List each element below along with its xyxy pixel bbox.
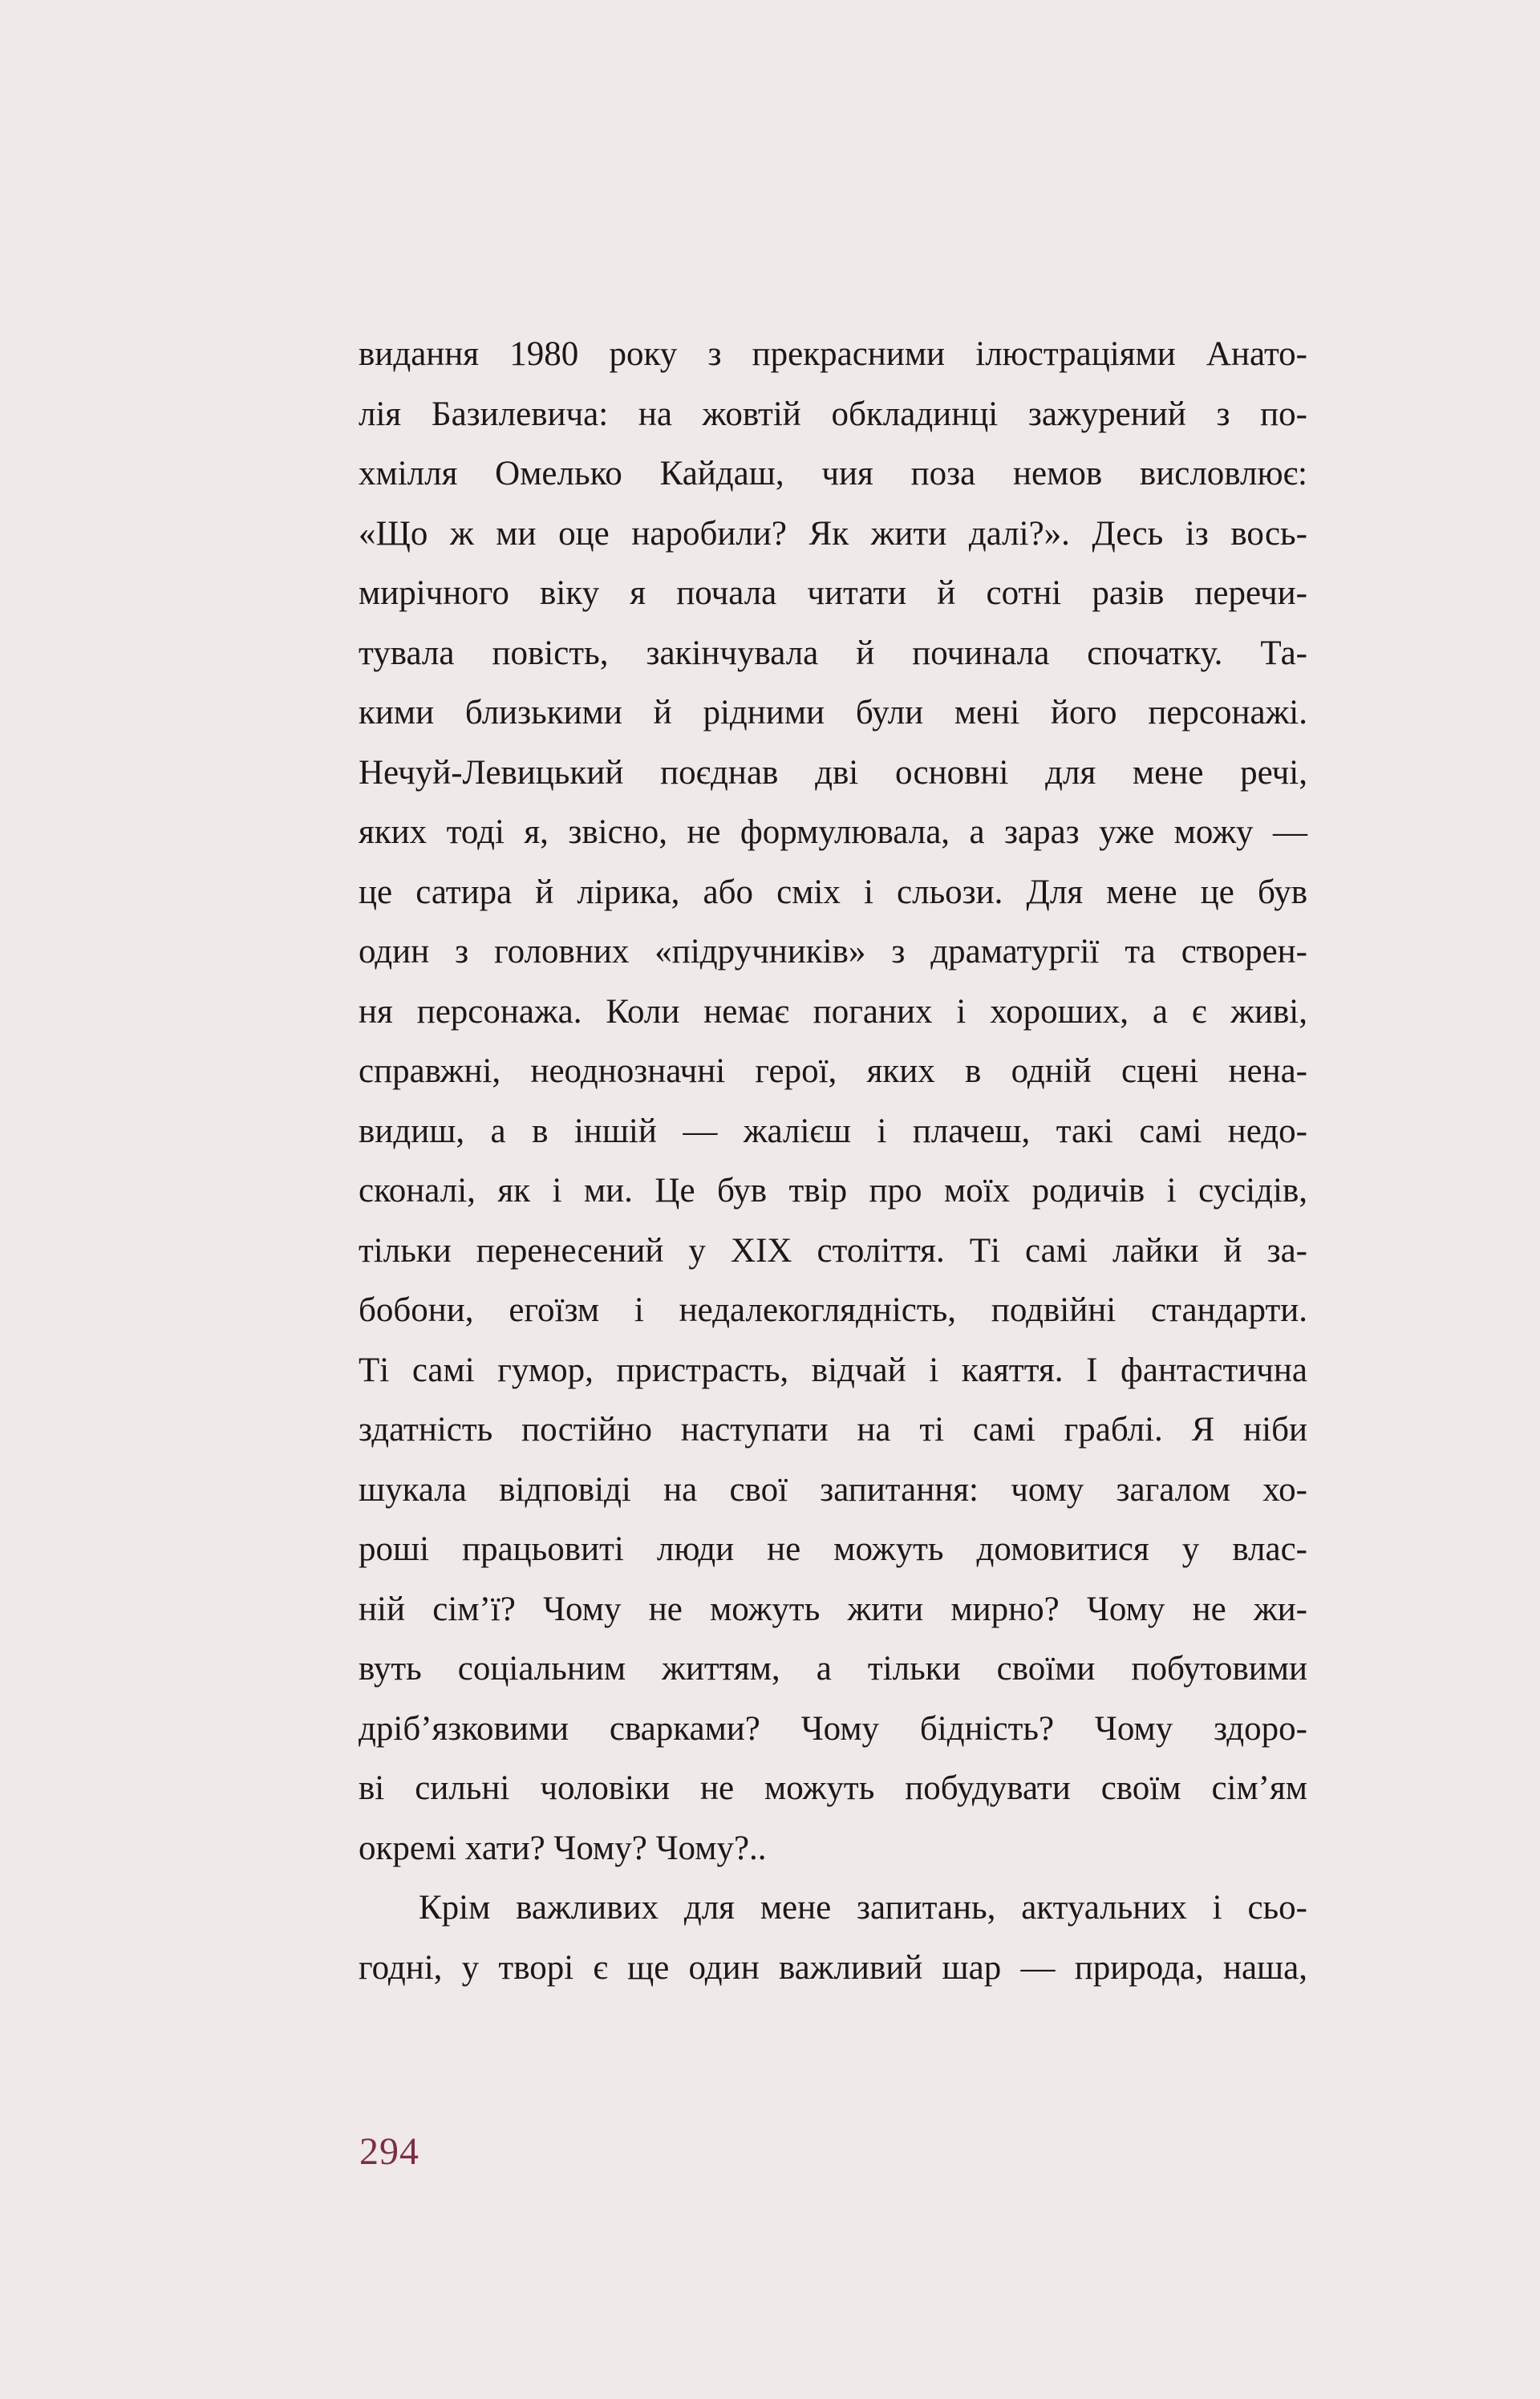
text-line: шукала відповіді на свої запитання: чому загалом хо- xyxy=(359,1470,1307,1509)
text-line: ній сім’ї? Чому не можуть жити мирно? Чому не жи- xyxy=(359,1590,1307,1628)
text-line: бобони, егоїзм і недалекоглядність, подвійні стандарти. xyxy=(359,1291,1307,1329)
text-line: кими близькими й рідними були мені його персонажі. xyxy=(359,694,1307,731)
text-line: ня персонажа. Коли немає поганих і хороших, а є живі, xyxy=(359,992,1307,1031)
text-line: дріб’язковими сварками? Чому бідність? Чому здоро- xyxy=(359,1709,1307,1748)
text-line: «Що ж ми оце наробили? Як жити далі?». Десь із вось- xyxy=(359,514,1307,553)
text-line: вуть соціальним життям, а тільки своїми побутовими xyxy=(359,1650,1307,1688)
text-line: видання 1980 року з прекрасними ілюстраціями Анато- xyxy=(359,335,1307,373)
text-line: видиш, а в іншій — жалієш і плачеш, такі самі недо- xyxy=(359,1112,1307,1150)
text-line: Ті самі гумор, пристрасть, відчай і каяття. І фантастична xyxy=(359,1351,1307,1389)
text-line: Нечуй-Левицький поєднав дві основні для мене речі, xyxy=(359,753,1307,792)
paragraph-2 xyxy=(359,1878,1307,1998)
text-line: мирічного віку я почала читати й сотні разів перечи- xyxy=(359,574,1307,612)
text-line: один з головних «підручників» з драматургії та створен- xyxy=(359,933,1307,971)
text-line: сконалі, як і ми. Це був твір про моїх родичів і сусідів, xyxy=(359,1172,1307,1210)
text-line: роші працьовиті люди не можуть домовитися у влас- xyxy=(359,1530,1307,1568)
text-line-indented: Крім важливих для мене запитань, актуальних і сьо- xyxy=(419,1889,1307,1927)
text-line: здатність постійно наступати на ті самі граблі. Я ніби xyxy=(359,1411,1307,1449)
text-line: лія Базилевича: на жовтій обкладинці зажурений з по- xyxy=(359,395,1307,433)
text-line: хмілля Омелько Кайдаш, чия поза немов висловлює: xyxy=(359,455,1307,492)
text-line: тільки перенесений у XIX століття. Ті самі лайки й за- xyxy=(359,1231,1307,1270)
text-line: ві сильні чоловіки не можуть побудувати своїм сім’ям xyxy=(359,1769,1307,1807)
text-line: годні, у творі є ще один важливий шар — природа, наша, xyxy=(359,1948,1307,1987)
text-line: яких тоді я, звісно, не формулювала, а зараз уже можу — xyxy=(359,813,1307,851)
page-number: 294 xyxy=(359,2130,419,2173)
paragraph-1 xyxy=(359,325,1307,1878)
text-line: справжні, неоднозначні герої, яких в одній сцені нена- xyxy=(359,1052,1307,1090)
text-line: тувала повість, закінчувала й починала спочатку. Та- xyxy=(359,634,1307,672)
text-line-paragraph-end: окремі хати? Чому? Чому?.. xyxy=(359,1829,767,1867)
body-text xyxy=(359,325,1307,1998)
text-line: це сатира й лірика, або сміх і сльози. Для мене це був xyxy=(359,873,1307,911)
